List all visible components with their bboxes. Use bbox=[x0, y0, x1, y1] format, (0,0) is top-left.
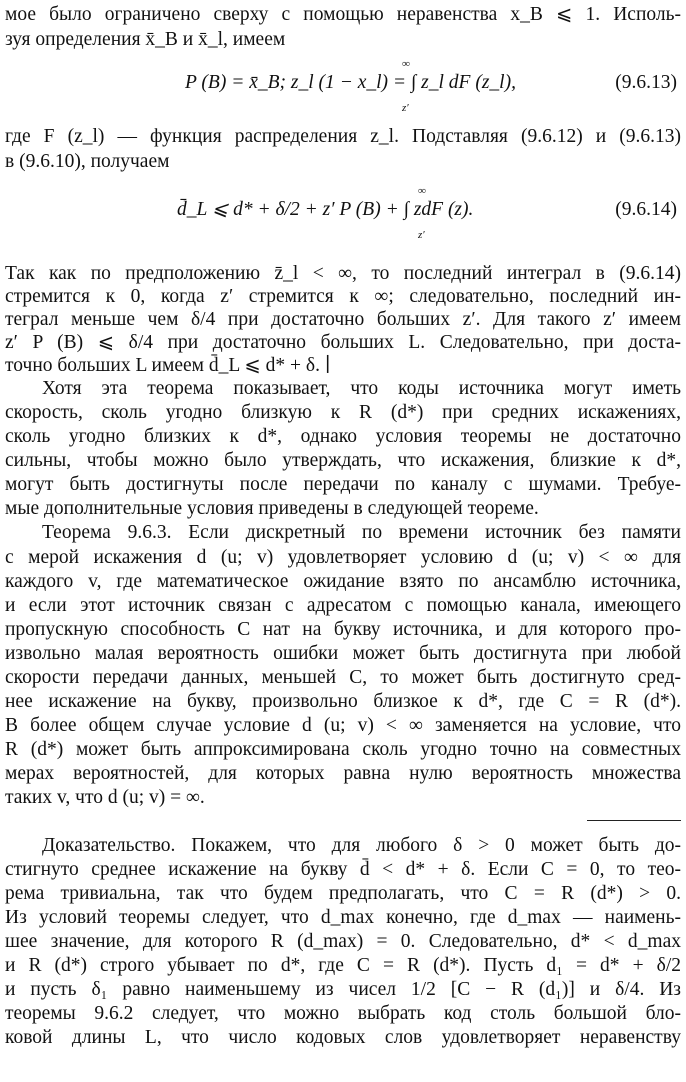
equation-number: (9.6.14) bbox=[615, 199, 677, 220]
text-line: рема тривиальна, так что будем предполагать, что C = R (d*) > 0. bbox=[5, 883, 681, 904]
text-line: стремится к 0, когда z′ стремится к ∞; следовательно, последний ин- bbox=[5, 286, 681, 307]
text-line: таких v, что d (u; v) = ∞. bbox=[5, 787, 205, 808]
text-line: R (d*) может быть аппроксимирована сколь угодно точно на совместных bbox=[5, 739, 681, 760]
text-line: ковой длины L, что число кодовых слов удовлетворяет неравенству bbox=[5, 1027, 681, 1048]
equation-9-6-14 bbox=[5, 185, 681, 245]
text-line: шее значение, для которого R (d_max) = 0. Следовательно, d* < d_max bbox=[5, 931, 681, 952]
text-line: с мерой искажения d (u; v) удовлетворяет условию d (u; v) < ∞ для bbox=[5, 547, 681, 568]
end-of-theorem-rule bbox=[587, 820, 681, 821]
text-line: скорость, сколь угодно близкую к R (d*) при средних искажениях, bbox=[5, 402, 681, 423]
text-line: и если этот источник связан с адресатом с помощью канала, имеющего bbox=[5, 595, 681, 616]
text-line: В более общем случае условие d (u; v) < ∞ заменяется на условие, что bbox=[5, 715, 681, 736]
theorem-heading-line: Теорема 9.6.3. Если дискретный по времени источник без памяти bbox=[42, 522, 681, 543]
text-line: могут быть достигнуты после передачи по каналу с шумами. Требуе- bbox=[5, 474, 681, 495]
text-line: z′ P (B) ⩽ δ/4 при достаточно больших L. Следовательно, при доста- bbox=[5, 332, 681, 353]
text-line: мые дополнительные условия приведены в следующей теореме. bbox=[5, 498, 539, 519]
text-line: извольно малая вероятность ошибки может быть достигнута при любой bbox=[5, 643, 681, 664]
equation-9-6-13 bbox=[5, 58, 681, 118]
integral-lower-limit: z′ bbox=[402, 102, 409, 114]
text-line: каждого v, где математическое ожидание взято по ансамблю источника, bbox=[5, 571, 681, 592]
text-line: зуя определения x̄_B и x̄_l, имеем bbox=[5, 29, 286, 50]
text-line: сколь угодно близких к d*, однако условия теоремы не достаточно bbox=[5, 426, 681, 447]
text-line: Так как по предположению z̄_l < ∞, то последний интеграл в (9.6.14) bbox=[5, 263, 681, 284]
text-line: мое было ограничено сверху с помощью неравенства x_B ⩽ 1. Исполь- bbox=[5, 4, 681, 25]
text-line: в (9.6.10), получаем bbox=[5, 151, 170, 172]
text-line: скорости передачи данных, меньшей C, то может быть достигнуто сред- bbox=[5, 667, 681, 688]
text-line: сильны, чтобы можно было утверждать, что искажения, близкие к d*, bbox=[5, 450, 681, 471]
equation-text: P (B) = x̄_B; z_l (1 − x_l) = ∫ z_l dF (z_l), bbox=[185, 72, 516, 93]
integral-upper-limit: ∞ bbox=[402, 58, 410, 70]
integral-lower-limit: z′ bbox=[418, 229, 425, 241]
text-line: мерах вероятностей, для которых равна нулю вероятность множества bbox=[5, 763, 681, 784]
text-line: теоремы 9.6.2 следует, что можно выбрать код столь большой бло- bbox=[5, 1003, 681, 1024]
integral-upper-limit: ∞ bbox=[418, 185, 426, 197]
text-line: пропускную способность C нат на букву источника, и для которого про- bbox=[5, 619, 681, 640]
text-line: точно больших L имеем d̄_L ⩽ d* + δ. ∣ bbox=[5, 355, 331, 376]
equation-text: d̄_L ⩽ d* + δ/2 + z′ P (B) + ∫ zdF (z). bbox=[177, 199, 474, 220]
text-line: и пусть δ₁ равно наименьшему из чисел 1/2 [C − R (d₁)] и δ/4. Из bbox=[5, 979, 681, 1000]
text-line: Из условий теоремы следует, что d_max конечно, где d_max — наимень- bbox=[5, 907, 681, 928]
paragraph-start: Хотя эта теорема показывает, что коды источника могут иметь bbox=[42, 378, 681, 399]
text-line: нее искажение на букву, произвольно близкое к d*, где C = R (d*). bbox=[5, 691, 681, 712]
text-line: стигнуто среднее искажение на букву d̄ < d* + δ. Если C = 0, то тео- bbox=[5, 859, 681, 880]
text-line: где F (z_l) — функция распределения z_l. Подставляя (9.6.12) и (9.6.13) bbox=[5, 126, 681, 147]
proof-start-line: Доказательство. Покажем, что для любого δ > 0 может быть до- bbox=[42, 835, 681, 856]
equation-number: (9.6.13) bbox=[615, 72, 677, 93]
text-line: и R (d*) строго убывает по d*, где C = R (d*). Пусть d₁ = d* + δ/2 bbox=[5, 955, 681, 976]
text-line: теграл меньше чем δ/4 при достаточно больших z′. Для такого z′ имеем bbox=[5, 309, 681, 330]
